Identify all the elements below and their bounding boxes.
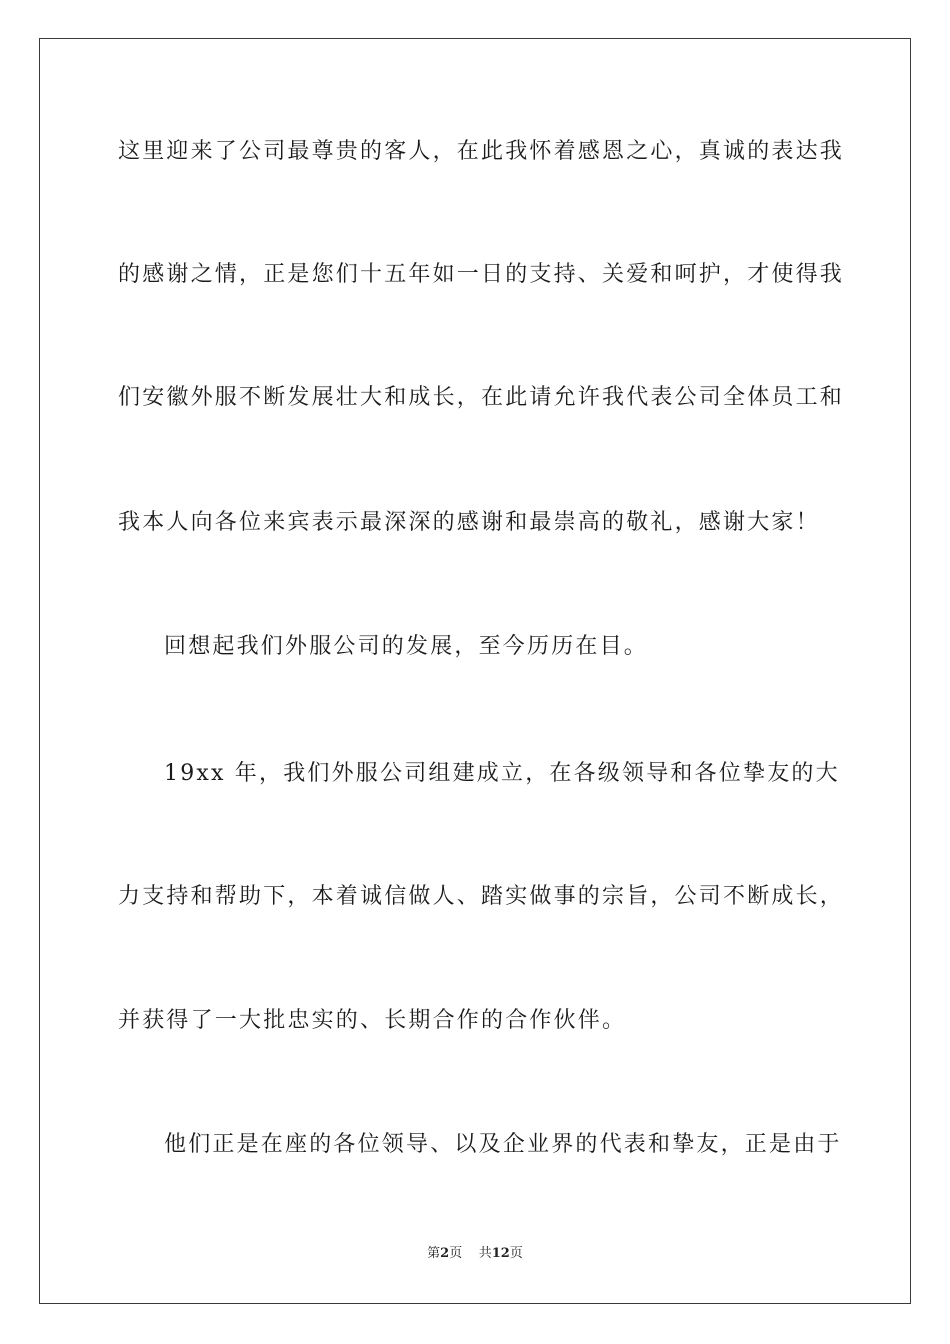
total-prefix: 共	[478, 1246, 492, 1261]
page-border	[39, 38, 911, 1304]
body-text-line: 这里迎来了公司最尊贵的客人，在此我怀着感恩之心，真诚的表达我	[118, 139, 845, 164]
page-footer	[0, 1245, 950, 1263]
page-prefix: 第	[427, 1246, 441, 1261]
paragraph-first-line: 回想起我们外服公司的发展，至今历历在目。	[164, 634, 649, 659]
page-number: 2	[440, 1246, 450, 1261]
body-text-line: 力支持和帮助下，本着诚信做人、踏实做事的宗旨，公司不断成长，	[118, 884, 845, 909]
body-text-line: 们安徽外服不断发展壮大和成长，在此请允许我代表公司全体员工和	[118, 385, 845, 410]
total-suffix: 页	[509, 1246, 523, 1261]
body-text-line: 并获得了一大批忠实的、长期合作的合作伙伴。	[118, 1008, 627, 1033]
body-text-line: 我本人向各位来宾表示最深深的感谢和最崇高的敬礼，感谢大家！	[118, 510, 820, 535]
paragraph-first-line: 19xx 年，我们外服公司组建成立，在各级领导和各位挚友的大	[164, 761, 840, 786]
body-text-line: 的感谢之情，正是您们十五年如一日的支持、关爱和呵护，才使得我	[118, 262, 845, 287]
total-pages: 12	[491, 1246, 510, 1261]
paragraph-first-line: 他们正是在座的各位领导、以及企业界的代表和挚友，正是由于	[164, 1132, 842, 1157]
page-suffix: 页	[449, 1246, 463, 1261]
